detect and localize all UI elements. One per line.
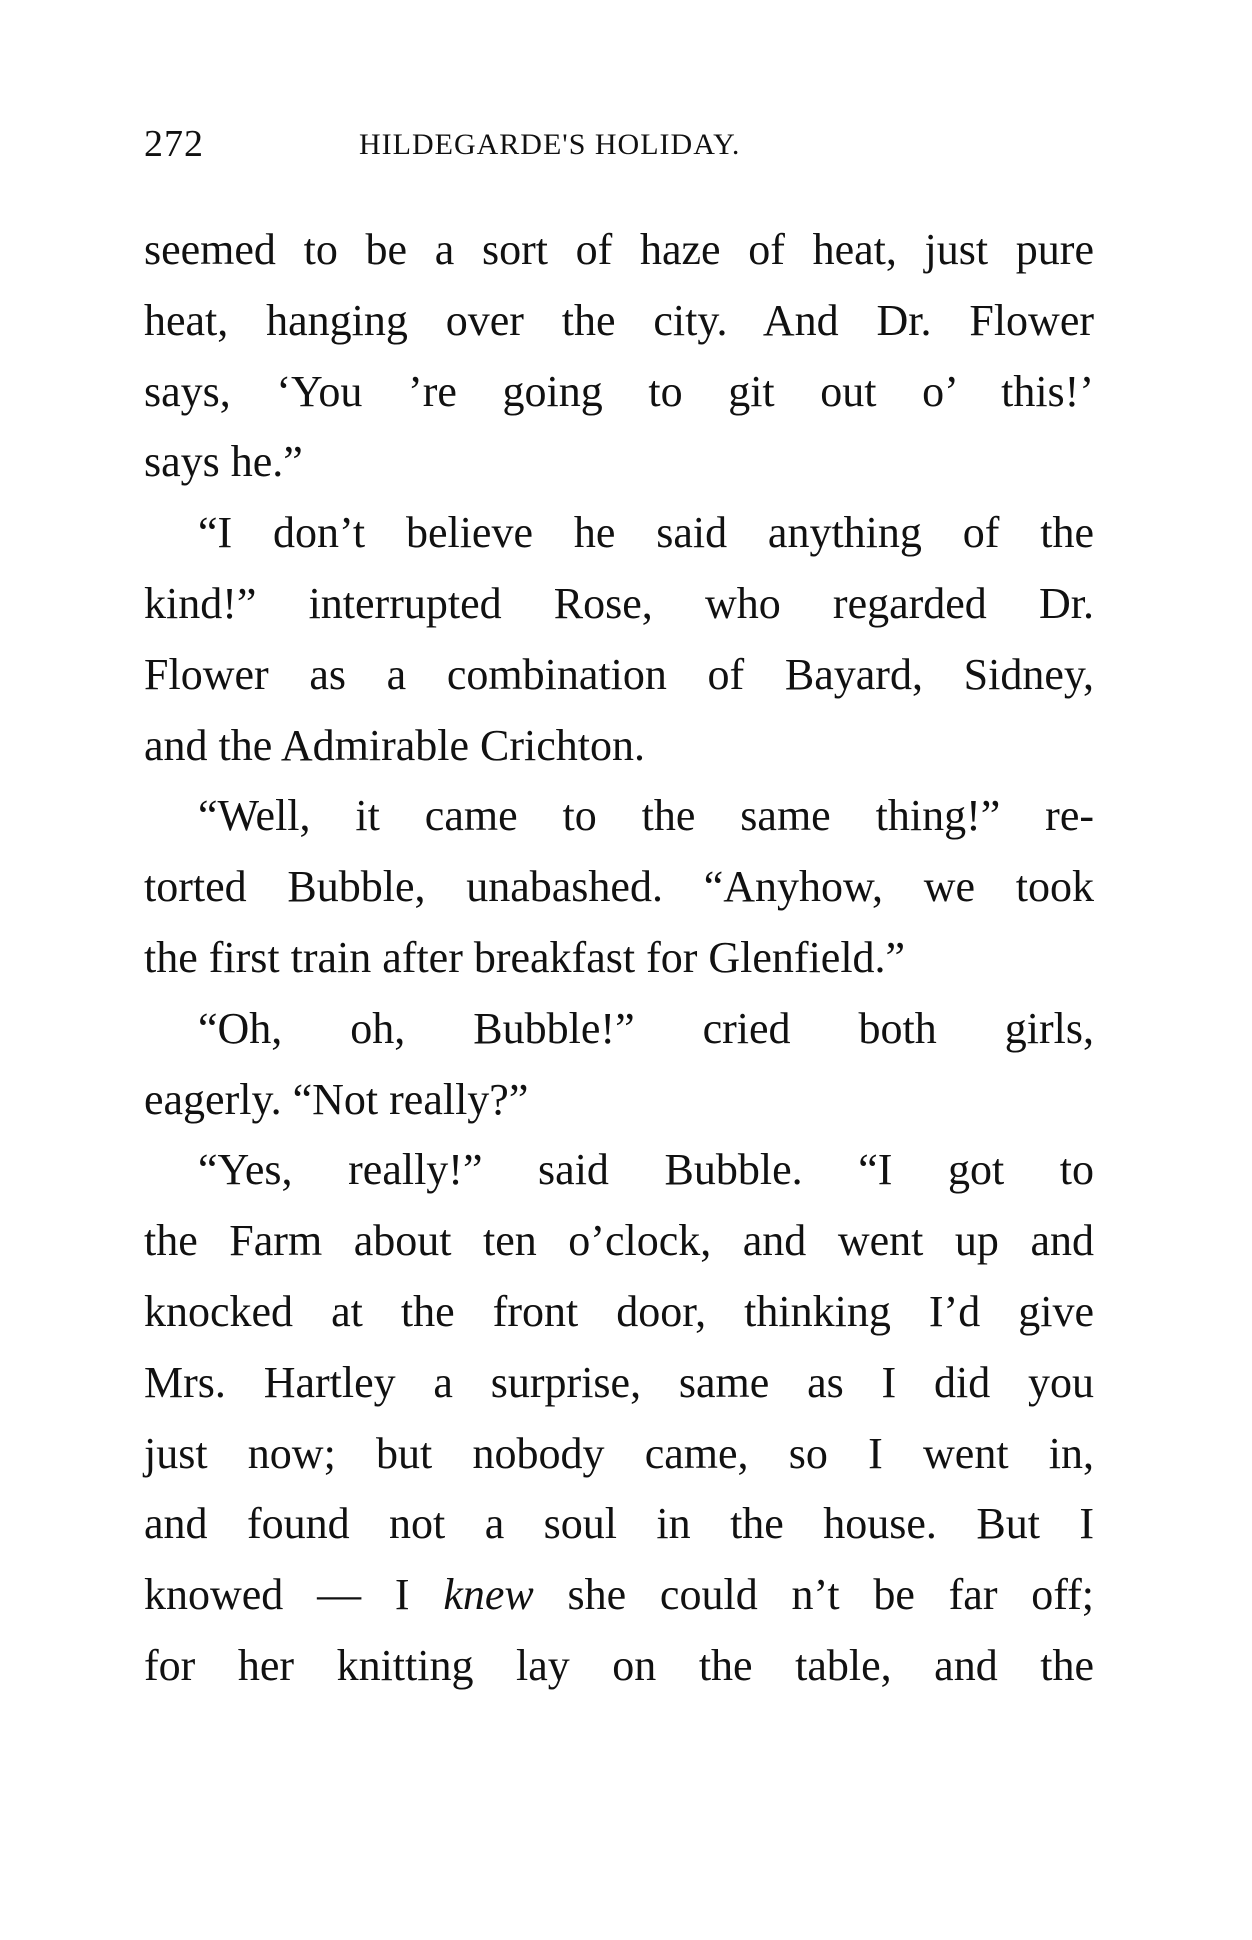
text-segment: knowed — I [144,1570,444,1620]
text-line: says he.” [144,437,303,487]
text-line: the first train after breakfast for Glenfield.” [144,932,906,982]
text-line: “I don’t believe he said anything of the [198,508,1094,558]
text-line: and found not a soul in the house. But I [144,1499,1094,1549]
text-line: and the Admirable Crichton. [144,720,645,770]
text-line: “Well, it came to the same thing!” re- [198,791,1094,841]
text-line: the Farm about ten o’clock, and went up and [144,1216,1094,1266]
text-line: Flower as a combination of Bayard, Sidney, [144,649,1094,699]
page-number: 272 [144,123,204,165]
text-line [144,1560,1094,1631]
text-line: eagerly. “Not really?” [144,1074,529,1124]
emphasized-word: knew [443,1570,534,1620]
text-segment: she could n’t be far off; [533,1570,1094,1620]
text-line: just now; but nobody came, so I went in, [144,1428,1094,1478]
text-line: “Oh, oh, Bubble!” cried both girls, [198,1003,1094,1053]
running-title: HILDEGARDE'S HOLIDAY. [359,128,741,161]
text-line: Mrs. Hartley a surprise, same as I did you [144,1357,1094,1407]
text-line: “Yes, really!” said Bubble. “I got to [198,1145,1094,1195]
body-text [144,215,1094,1702]
text-line: kind!” interrupted Rose, who regarded Dr. [144,578,1094,628]
text-line: says, ‘You ’re going to git out o’ this!’ [144,366,1094,416]
text-line: for her knitting lay on the table, and the [144,1640,1094,1690]
text-line: heat, hanging over the city. And Dr. Flower [144,295,1094,345]
text-line: seemed to be a sort of haze of heat, just pure [144,225,1094,274]
text-line: knocked at the front door, thinking I’d give [144,1286,1094,1336]
running-head [144,122,1094,172]
text-line: torted Bubble, unabashed. “Anyhow, we took [144,862,1094,912]
